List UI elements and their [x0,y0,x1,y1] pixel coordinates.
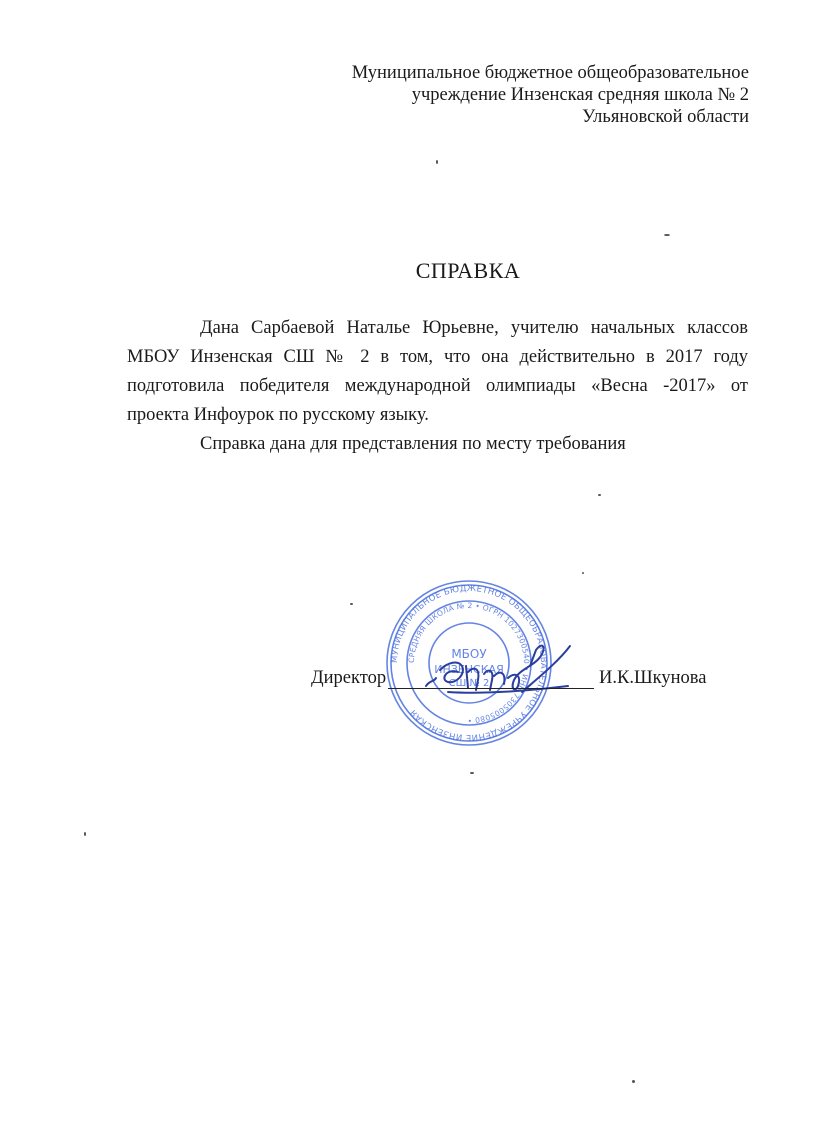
svg-text:СРЕДНЯЯ ШКОЛА № 2 • ОГРН 10273: СРЕДНЯЯ ШКОЛА № 2 • ОГРН 1027300540 • ИНН 7305005080 • [406,600,532,726]
signature-row [311,668,731,692]
scan-speck [598,494,601,496]
header-line-2: учреждение Инзенская средняя школа № 2 [411,85,749,105]
scan-speck [582,572,584,574]
director-label: Директор [311,668,387,688]
svg-text:МБОУ: МБОУ [451,647,487,661]
svg-text:ИНЗЕНСКАЯ: ИНЗЕНСКАЯ [434,663,504,676]
document-title: СПРАВКА [415,258,521,283]
body-paragraph-2: Справка дана для представления по месту требования [200,434,626,454]
scan-speck [632,1080,635,1083]
scan-speck [436,160,438,164]
signature-line [388,688,594,689]
scan-speck [664,234,670,236]
scan-speck [350,603,353,605]
scan-speck [470,772,474,774]
body-paragraph-1: Дана Сарбаевой Наталье Юрьевне, учителю начальных классов МБОУ Инзенская СШ № 2 в том, что она действительно в 2017 году подготовила победителя международной олимпиады «Весна -2017» от проекта Инфоурок по русскому языку. [127,318,748,425]
header-line-1: Муниципальное бюджетное общеобразовательное [351,63,749,83]
organization-header [352,62,749,128]
svg-text:СШ № 2: СШ № 2 [448,678,490,689]
director-name: И.К.Шкунова [599,668,707,688]
header-line-3: Ульяновской области [582,107,749,127]
scan-speck [84,832,86,836]
svg-text:МУНИЦИПАЛЬНОЕ БЮДЖЕТНОЕ ОБЩЕОБ: МУНИЦИПАЛЬНОЕ БЮДЖЕТНОЕ ОБЩЕОБРАЗОВАТЕЛЬНОЕ УЧРЕЖДЕНИЕ ИНЗЕНСКАЯ [389,583,549,743]
document-body [127,314,748,459]
